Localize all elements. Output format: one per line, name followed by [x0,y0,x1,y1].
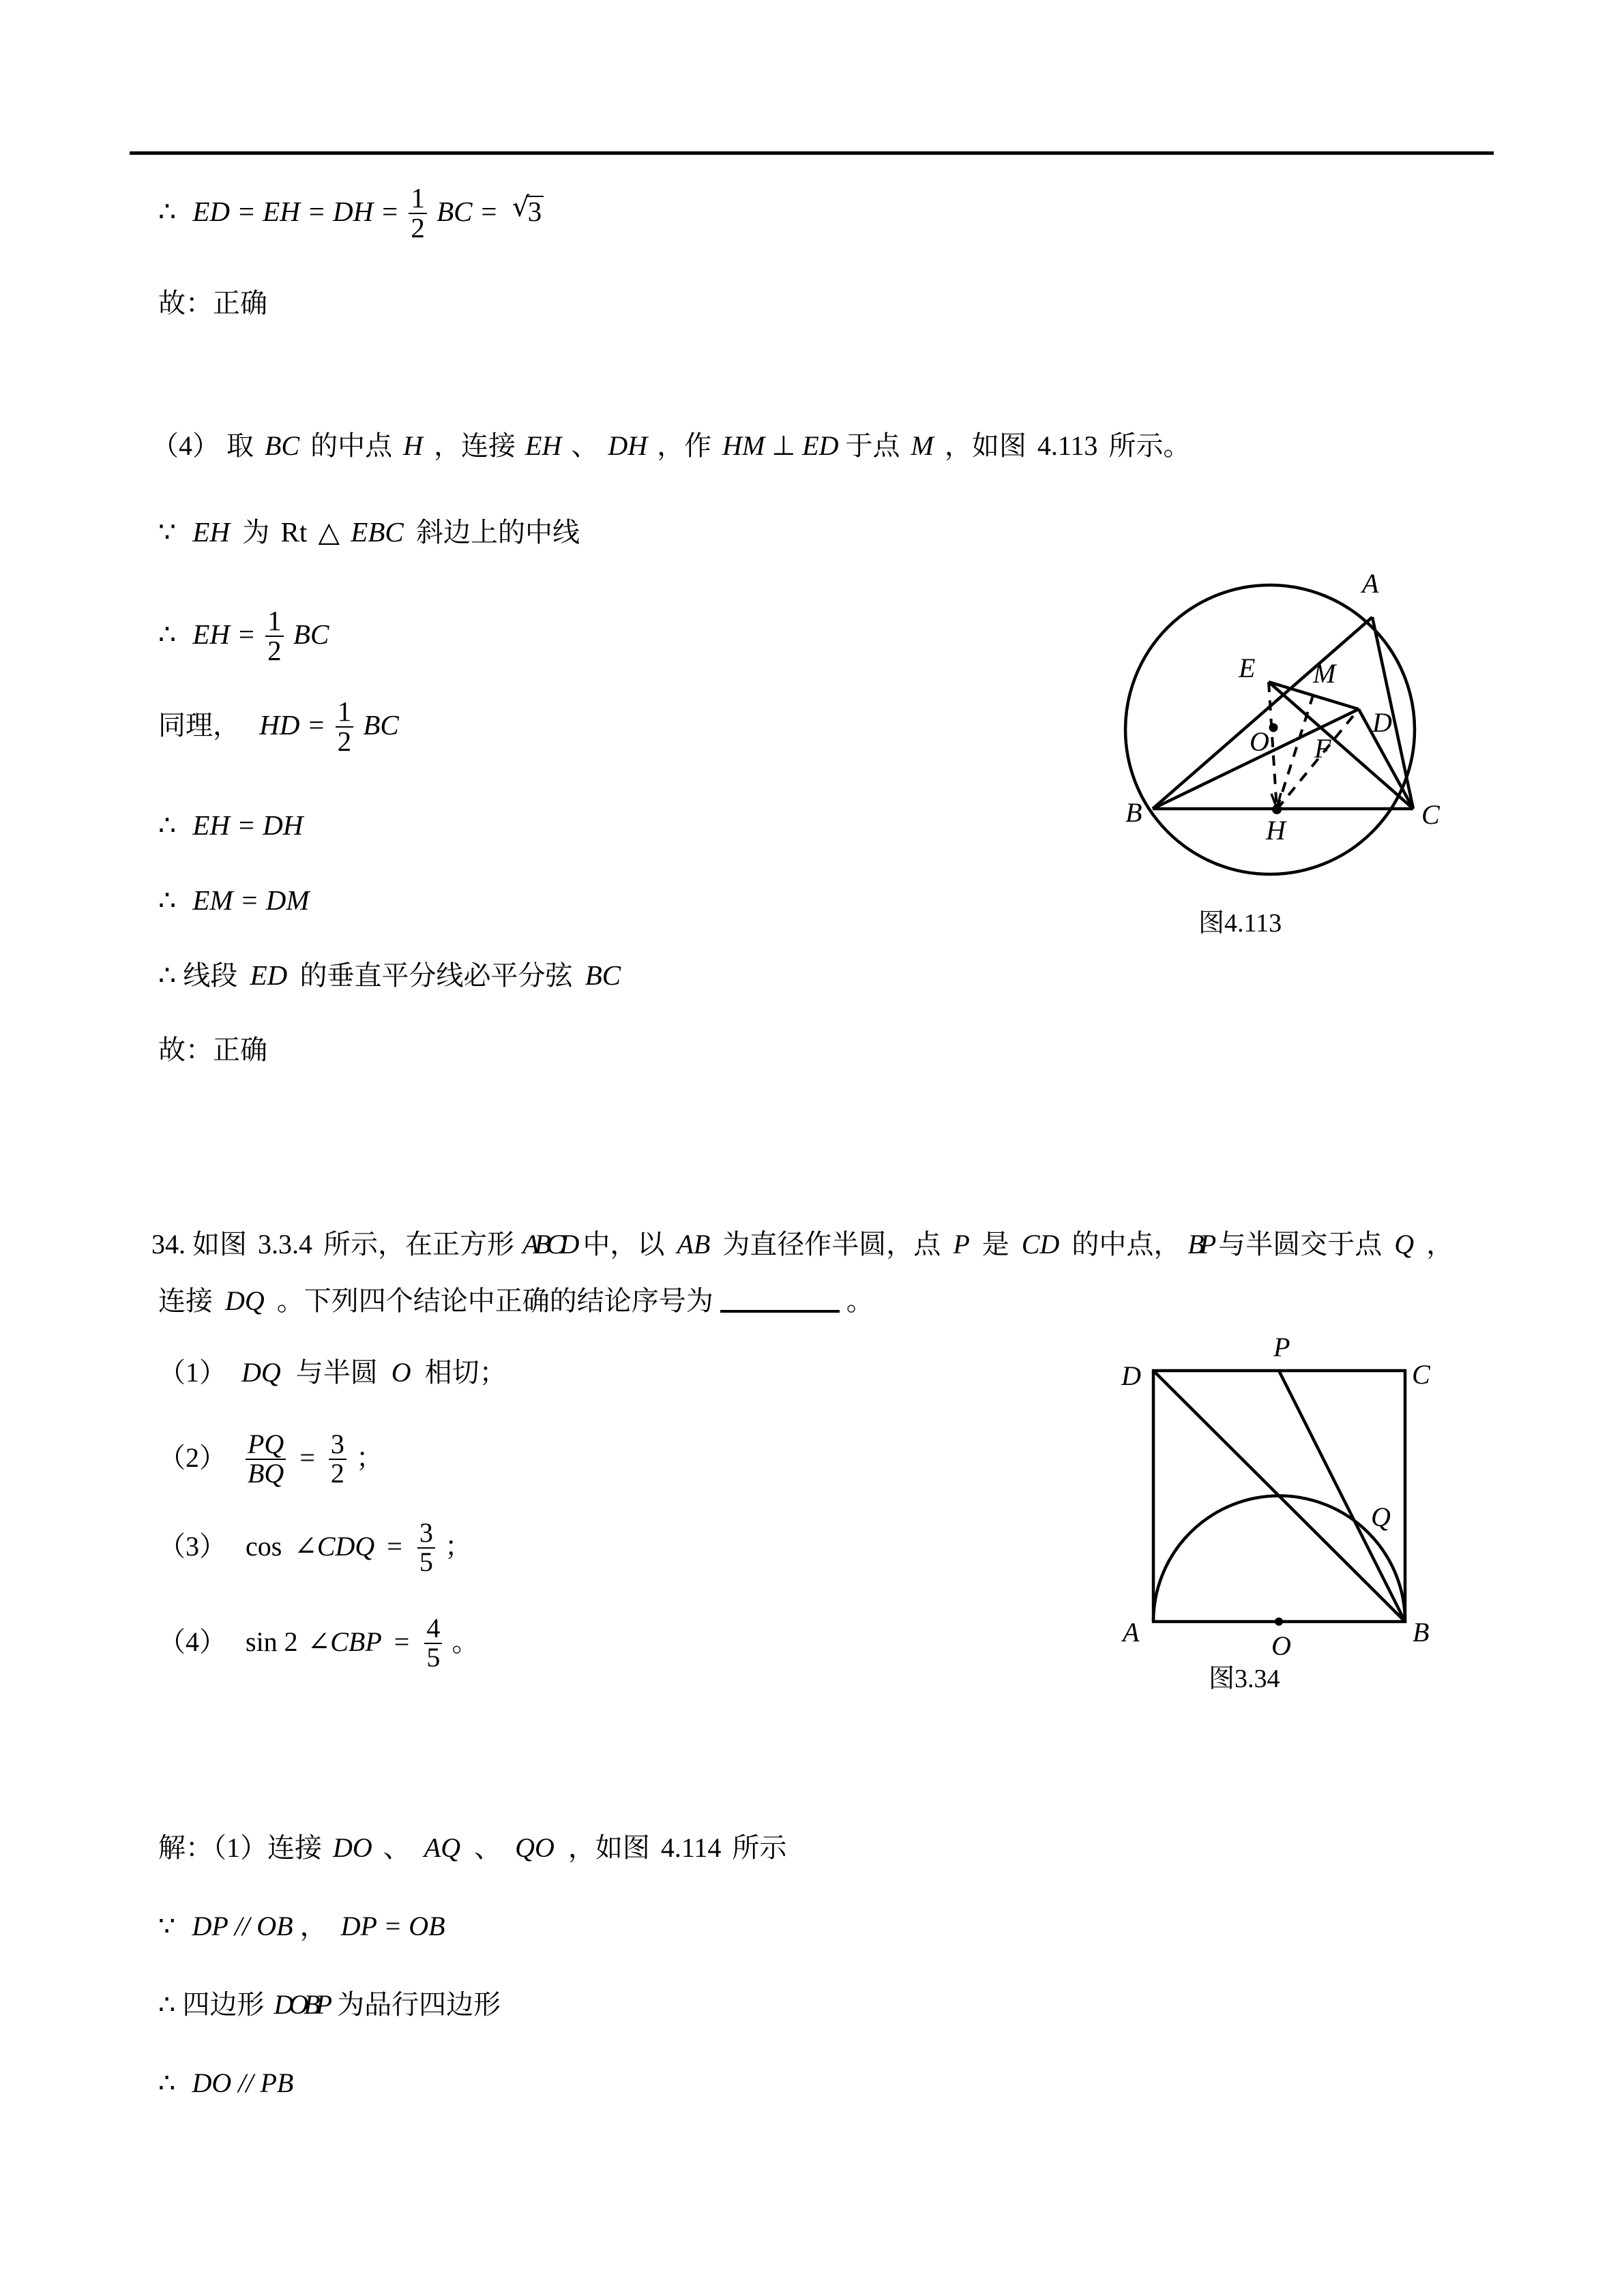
figure-4113 [1105,559,1446,900]
perp-text-1: 线段 [183,960,238,991]
dp-parallel-ob: DP // OB [192,1911,293,1941]
equals-sign-2: = [299,1442,315,1473]
bc-term-2: BC [363,709,399,741]
eh-half-bc-line [158,605,329,667]
dp-equals-ob: DP = OB [340,1911,445,1941]
label-o-4113: O [1250,726,1269,757]
p34-text-7: 与半圆交于点 [1218,1229,1383,1259]
cos-function: cos [246,1530,282,1562]
problem34-number: 34. [151,1229,186,1259]
answer-blank[interactable] [720,1289,840,1313]
ratio-denominator: BQ [246,1459,286,1488]
conclusion-1-dq: DQ [241,1357,281,1388]
solution-line-1 [158,1834,786,1862]
solution-line-3 [158,1989,501,2021]
hd-equals: HD = [259,709,326,741]
conclusion-4-label: （4） [158,1626,226,1657]
label-c-4113: C [1421,799,1440,830]
item4-point-h: H [403,430,424,461]
because-symbol: ∵ [158,516,177,548]
item4-text-5: ，作 [657,430,712,461]
therefore-symbol-4: ∴ [158,884,177,916]
fraction-numerator: 1 [411,182,425,213]
because-symbol-2: ∵ [158,1911,176,1942]
angle-cbp: ∠CBP [307,1626,382,1657]
segment-aq: AQ [424,1832,461,1863]
solution-text-1: ，如图 [567,1832,650,1863]
conclusion-3-label: （3） [158,1530,226,1562]
therefore-symbol-5: ∴ [158,959,177,992]
fraction-one-half-3 [336,698,354,756]
fraction-numerator: 1 [267,605,282,636]
solution-line-4 [158,2070,293,2097]
because-eh-median-line [158,518,580,546]
p34b-text-2: 。下列四个结论中正确的结论序号为 [276,1285,713,1316]
center-point-o [1269,724,1278,732]
fraction-one-half [409,184,427,243]
conclusion-item-4 [158,1613,479,1673]
fraction-numerator: 4 [426,1613,441,1643]
problem34-line-1 [151,1231,1453,1258]
quadrilateral-dobp: DOBP [274,1989,328,2020]
therefore-symbol-6: ∴ [158,1989,176,2021]
segment-qo: QO [515,1832,555,1863]
fraction-denominator: 2 [329,1459,346,1488]
fraction-one-half-2 [265,607,284,666]
conclusion-item-3 [158,1517,472,1578]
item4-label: （4） [151,430,220,461]
label-p-334: P [1273,1332,1290,1362]
label-a-4113: A [1362,568,1379,599]
fraction-denominator: 5 [417,1547,435,1577]
semicircle-o [1153,1496,1405,1622]
segment-do: DO [333,1832,372,1863]
fraction-three-fifths [417,1519,435,1577]
line-ba [1153,617,1372,809]
label-a-334: A [1123,1617,1140,1648]
line-db [1153,1371,1405,1622]
line-bp: BP [1187,1229,1212,1259]
ratio-numerator: PQ [248,1429,284,1459]
label-m-4113: M [1313,658,1336,689]
hd-half-bc-line [158,696,399,758]
item4-text-7: ，如图 [944,430,1027,461]
p34-text-2: 所示，在正方形 [323,1229,514,1259]
conclusion-3-tail: ； [444,1530,472,1562]
label-h-4113: H [1266,815,1286,846]
eh-dh-expression: EH = DH [192,809,304,841]
fraction-numerator: 3 [330,1429,344,1459]
conclusion-correct-1: 故：正确 [158,288,267,318]
p34-text-4: 为直径作半圆，点 [722,1229,941,1259]
equals-sign-3: = [387,1530,402,1562]
quad-text-1: 四边形 [182,1989,265,2020]
label-b-334: B [1413,1617,1430,1648]
point-p: P [953,1229,970,1259]
item4-text-6: 于点 [845,430,900,461]
therefore-symbol-7: ∴ [158,2068,176,2099]
segment-dq: DQ [225,1285,265,1316]
therefore-symbol-2: ∴ [158,618,177,651]
fraction-denominator: 2 [265,636,284,666]
radicand: 3 [526,196,544,226]
conclusion-4-tail: 。 [452,1626,479,1657]
item4-seg-eh: EH [525,430,562,461]
conclusion-1-text-1: 与半圆 [295,1357,378,1388]
label-f-4113: F [1314,733,1331,764]
because-text-2: 斜边上的中线 [415,517,580,548]
quad-text-2: 为品行四边形 [337,1989,501,2020]
p34-figure-ref: 3.3.4 [258,1229,312,1259]
item4-point-m: M [911,430,934,461]
dashed-hm [1277,696,1313,809]
p34-text-1: 如图 [192,1229,247,1259]
conclusion-1-text-2: 相切； [424,1357,507,1388]
p34b-text-3: 。 [846,1285,874,1316]
item4-text-3: ，连接 [434,430,516,461]
similarly-prefix: 同理， [158,710,240,741]
triangle-ebc: EBC [351,516,404,548]
square-root [512,195,544,226]
perpendicular-bisector-line [158,959,621,992]
figure-334 [1112,1330,1466,1661]
conclusion-2-label: （2） [158,1442,226,1473]
figure-4113-svg [1105,559,1446,900]
ed-eh-dh-expression: ED = EH = DH = [192,196,400,228]
problem34-line-2 [158,1287,874,1315]
fraction-three-halves [329,1431,346,1488]
item4-seg-hm: HM [722,430,765,461]
fraction-four-fifths [424,1615,442,1672]
conclusion-item-2 [158,1429,383,1489]
median-eh: EH [192,516,230,548]
em-equals-dm-line [158,886,309,914]
figure-334-caption: 图3.34 [1209,1665,1280,1693]
sin-function: sin 2 [246,1626,298,1657]
p34b-text-1: 连接 [158,1285,213,1316]
item4-seg-ed: ED [802,430,839,461]
item4-seg-bc: BC [265,430,300,461]
p34-text-8: ， [1426,1229,1454,1259]
angle-cdq: ∠CDQ [294,1530,375,1562]
therefore-ed-eh-dh-line [158,182,544,244]
label-b-4113: B [1125,797,1142,828]
solution-prefix: 解：（1）连接 [158,1832,322,1863]
therefore-symbol: ∴ [158,195,177,228]
label-d-334: D [1121,1360,1141,1391]
ratio-pq-bq [246,1431,286,1488]
perpendicular-symbol: ⊥ [771,430,796,462]
fraction-denominator: 2 [409,213,427,243]
conclusion-item-1 [158,1359,507,1386]
fraction-denominator: 5 [424,1643,442,1672]
solution-line-2 [158,1913,445,1940]
conclusion-2-tail: ； [355,1442,383,1473]
item4-figure-number: 4.113 [1037,430,1098,461]
chord-bc: BC [585,959,621,991]
triangle-symbol: △ [318,516,340,548]
label-e-4113: E [1239,653,1256,683]
right-angle-abbrev: Rt [280,516,308,548]
solution-sep-1: 、 [383,1832,411,1863]
figure-4113-caption: 图4.113 [1198,909,1282,938]
segment-cd: CD [1021,1229,1060,1259]
fraction-numerator: 1 [337,696,352,727]
bc-equals: BC = [437,196,499,228]
point-q: Q [1394,1229,1415,1259]
solution-text-2: 所示 [732,1832,787,1863]
eh-equals-dh-line [158,811,303,839]
do-parallel-pb: DO // PB [192,2068,294,2098]
conclusion-correct-2: 故：正确 [158,1034,267,1065]
solution-figure-ref: 4.114 [660,1832,722,1863]
em-dm-expression: EM = DM [192,884,310,916]
fraction-denominator: 2 [336,726,354,756]
item4-text-8: 所示。 [1108,430,1191,461]
p34-text-5: 是 [981,1229,1009,1259]
p34-text-6: 的中点， [1072,1229,1181,1259]
solution-comma: ， [299,1911,327,1941]
solution-sep-2: 、 [474,1832,502,1863]
label-o-334: O [1271,1630,1291,1661]
diameter-ab: AB [677,1229,711,1259]
point-o-dot [1275,1617,1283,1626]
eh-equals: EH = [192,618,256,651]
equals-sign-4: = [394,1626,410,1657]
item4-seg-dh: DH [608,430,648,461]
label-d-4113: D [1372,707,1392,738]
item4-text-1: 取 [226,430,254,461]
conclusion-1-label: （1） [158,1357,226,1388]
item4-text-4: 、 [571,430,599,461]
label-c-334: C [1412,1359,1430,1390]
therefore-symbol-3: ∴ [158,809,177,841]
square-abcd: ABCD [522,1229,575,1259]
perp-text-2: 的垂直平分线必平分弦 [299,960,573,991]
header-rule [130,151,1494,155]
label-q-334: Q [1371,1502,1391,1532]
segment-ed: ED [250,959,288,991]
because-text-1: 为 [242,517,270,548]
item4-text-2: 的中点 [310,430,393,461]
conclusion-1-circle-o: O [391,1357,411,1388]
fraction-numerator: 3 [419,1517,433,1548]
item4-statement [151,432,1190,460]
bc-term: BC [293,618,329,651]
p34-text-3: 中，以 [582,1229,665,1259]
